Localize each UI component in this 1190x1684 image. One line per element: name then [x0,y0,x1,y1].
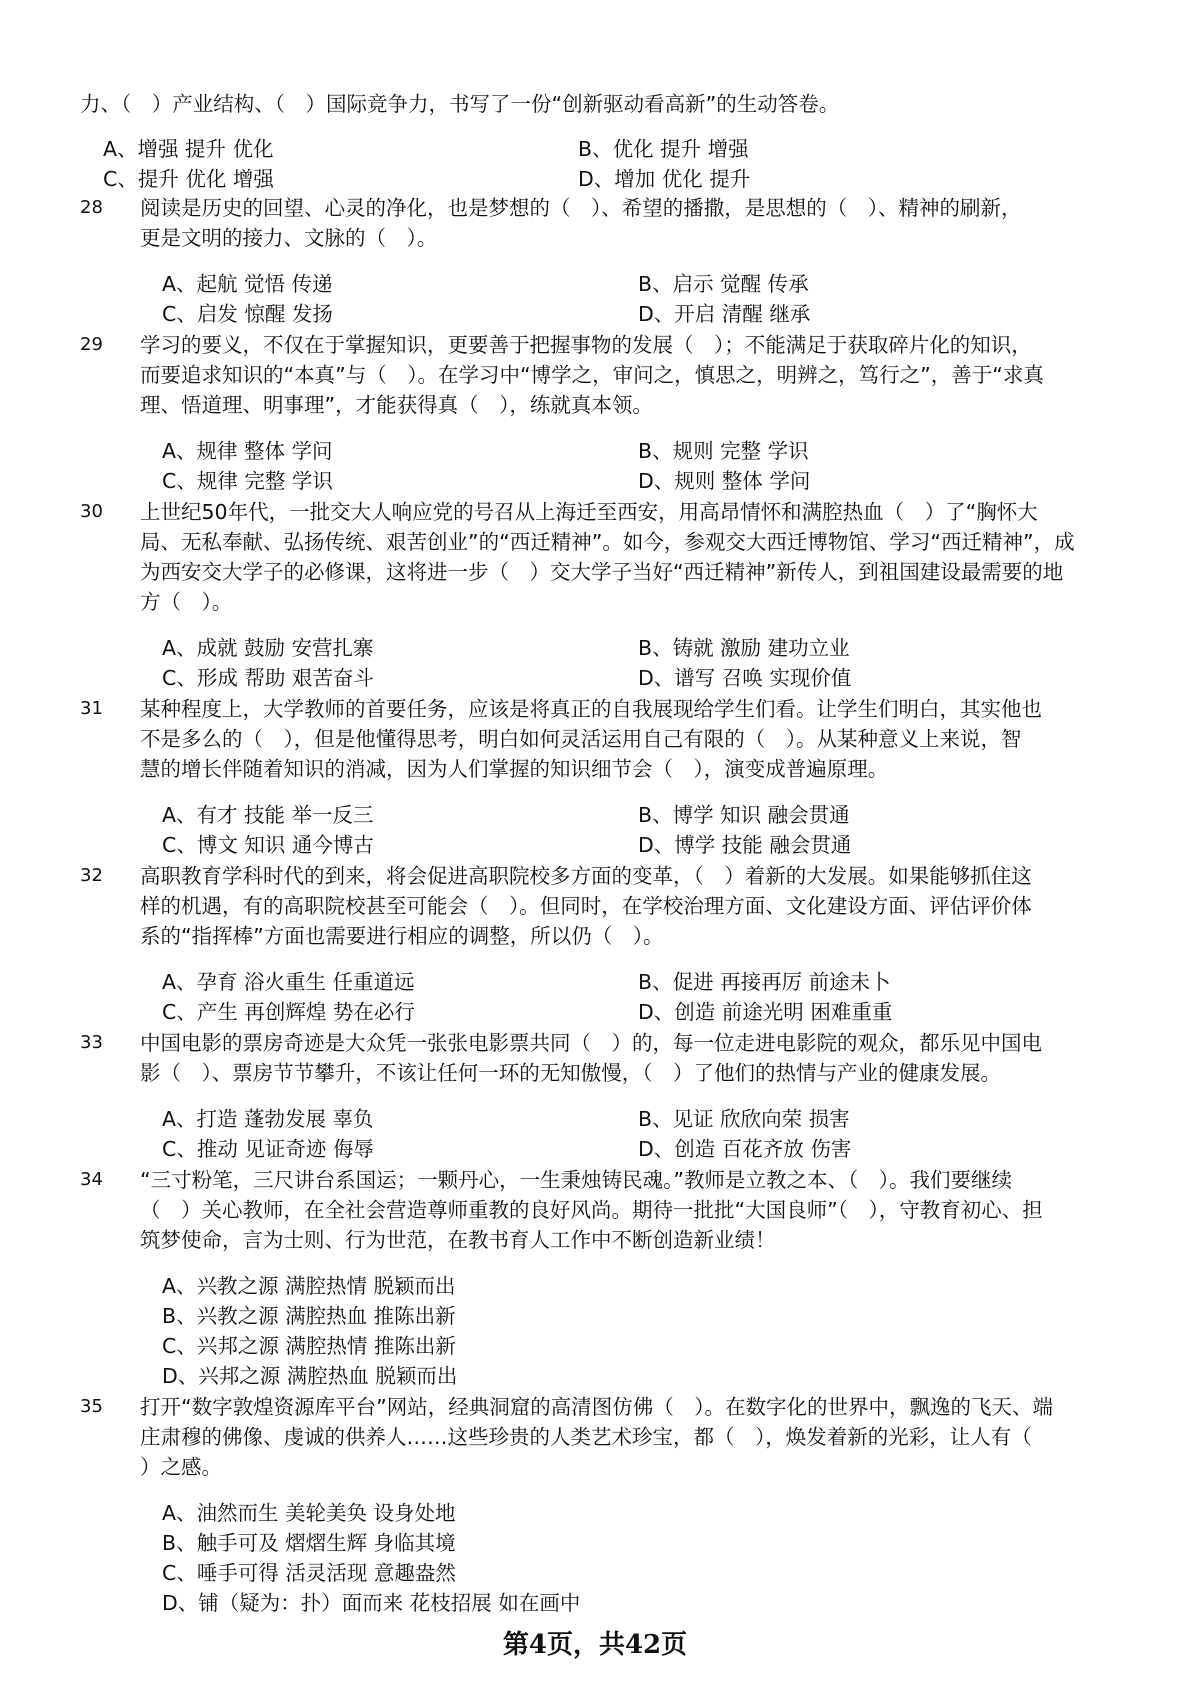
question-stem-line: 庄肃穆的佛像、虔诚的供养人……这些珍贵的人类艺术珍宝，都（ ），焕发着新的光彩，让人有（ [140,1425,1032,1449]
option-b: B、铸就 激励 建功立业 [638,636,850,660]
option-a: A、规律 整体 学问 [162,439,333,463]
question-stem-line: 学习的要义，不仅在于掌握知识，更要善于把握事物的发展（ ）；不能满足于获取碎片化的知识， [140,333,1032,357]
option-a: A、起航 觉悟 传递 [162,272,333,296]
option-b: B、见证 欣欣向荣 损害 [638,1107,850,1131]
question-number: 30 [80,501,103,522]
question-stem-line: 影（ ）、票房节节攀升，不该让任何一环的无知傲慢，（ ）了他们的热情与产业的健康发展。 [140,1061,1001,1085]
question-stem-line: 中国电影的票房奇迹是大众凭一张张电影票共同（ ）的，每一位走进电影院的观众，都乐见中国电 [140,1031,1042,1055]
question-stem-line: 更是文明的接力、文脉的（ ）。 [140,226,438,250]
question-stem-line: 理、悟道理、明事理”，才能获得真（ ），练就真本领。 [140,393,653,417]
option-c: C、唾手可得 活灵活现 意趣盎然 [162,1561,456,1585]
option-d: D、博学 技能 融会贯通 [638,833,852,857]
option-d: D、兴邦之源 满腔热血 脱颖而出 [162,1364,458,1388]
option-d: D、规则 整体 学问 [638,469,811,493]
question-stem-line: 筑梦使命，言为士则、行为世范，在教书育人工作中不断创造新业绩！ [140,1228,776,1252]
question-stem-line: 局、无私奉献、弘扬传统、艰苦创业”的“西迁精神”。如今，参观交大西迁博物馆、学习“西迁精神”，成 [140,530,1075,554]
page-footer: 第4页，共42页 [502,1630,688,1660]
option-a: A、有才 技能 举一反三 [162,803,374,827]
option-c: C、博文 知识 通今博古 [162,833,374,857]
question-stem-line: 高职教育学科时代的到来，将会促进高职院校多方面的变革，（ ）着新的大发展。如果能够抓住这 [140,864,1032,888]
question-stem-line: 力、（ ）产业结构、（ ）国际竞争力，书写了一份“创新驱动看高新”的生动答卷。 [80,92,840,116]
option-a: A、成就 鼓励 安营扎寨 [162,636,374,660]
question-stem-line: “三寸粉笔，三尺讲台系国运；一颗丹心，一生秉烛铸民魂。”教师是立教之本、（ ）。我们要继续 [140,1168,1012,1192]
option-b: B、促进 再接再厉 前途未卜 [638,970,891,994]
option-b: B、博学 知识 融会贯通 [638,803,850,827]
question-stem-line: 阅读是历史的回望、心灵的净化，也是梦想的（ ）、希望的播撒，是思想的（ ）、精神的刷新， [140,196,1022,220]
question-stem-line: 为西安交大学子的必修课，这将进一步（ ）交大学子当好“西迁精神”新传人，到祖国建设最需要的地 [140,560,1064,584]
option-b: B、启示 觉醒 传承 [638,272,809,296]
question-stem-line: 某种程度上，大学教师的首要任务，应该是将真正的自我展现给学生们看。让学生们明白，其实他也 [140,697,1042,721]
question-stem-line: 打开“数字敦煌资源库平台”网站，经典洞窟的高清图仿佛（ ）。在数字化的世界中，飘逸的飞天、端 [140,1395,1053,1419]
option-a: A、孕育 浴火重生 任重道远 [162,970,415,994]
option-a: A、增强 提升 优化 [103,137,274,161]
option-c: C、规律 完整 学识 [162,469,333,493]
question-number: 32 [80,865,103,886]
question-stem-line: （ ）关心教师，在全社会营造尊师重教的良好风尚。期待一批批“大国良师”（ ），守教育初心、担 [140,1198,1043,1222]
question-number: 31 [80,698,103,719]
option-c: C、推动 见证奇迹 侮辱 [162,1137,374,1161]
question-stem-line: 上世纪50年代，一批交大人响应党的号召从上海迁至西安，用高昂情怀和满腔热血（ ）了“胸怀大 [140,500,1038,524]
option-a: A、兴教之源 满腔热情 脱颖而出 [162,1274,456,1298]
option-a: A、油然而生 美轮美奂 设身处地 [162,1501,456,1525]
question-number: 29 [80,334,103,355]
option-b: B、触手可及 熠熠生辉 身临其境 [162,1531,456,1555]
option-a: A、打造 蓬勃发展 辜负 [162,1107,374,1131]
question-number: 34 [80,1169,103,1190]
question-stem-line: 不是多么的（ ），但是他懂得思考，明白如何灵活运用自己有限的（ ）。从某种意义上来说，智 [140,727,1022,751]
option-d: D、开启 清醒 继承 [638,302,811,326]
question-stem-line: 方（ ）。 [140,590,233,614]
option-b: B、兴教之源 满腔热血 推陈出新 [162,1304,456,1328]
question-number: 28 [80,197,103,218]
question-stem-line: ）之感。 [140,1455,222,1479]
option-d: D、铺（疑为：扑）面而来 花枝招展 如在画中 [162,1591,581,1615]
option-b: B、规则 完整 学识 [638,439,809,463]
option-d: D、谱写 召唤 实现价值 [638,666,852,690]
option-d: D、增加 优化 提升 [578,167,751,191]
question-stem-line: 而要追求知识的“本真”与（ ）。在学习中“博学之，审问之，慎思之，明辨之，笃行之”，善于“求真 [140,363,1044,387]
question-stem-line: 样的机遇，有的高职院校甚至可能会（ ）。但同时，在学校治理方面、文化建设方面、评估评价体 [140,894,1032,918]
option-d: D、创造 百花齐放 伤害 [638,1137,852,1161]
question-number: 33 [80,1032,103,1053]
option-b: B、优化 提升 增强 [578,137,749,161]
option-c: C、提升 优化 增强 [103,167,274,191]
question-stem-line: 慧的增长伴随着知识的消减，因为人们掌握的知识细节会（ ），演变成普遍原理。 [140,757,889,781]
option-c: C、兴邦之源 满腔热情 推陈出新 [162,1334,456,1358]
question-number: 35 [80,1396,103,1417]
option-d: D、创造 前途光明 困难重重 [638,1000,893,1024]
option-c: C、启发 惊醒 发扬 [162,302,333,326]
question-stem-line: 系的“指挥棒”方面也需要进行相应的调整，所以仍（ ）。 [140,924,664,948]
option-c: C、形成 帮助 艰苦奋斗 [162,666,374,690]
option-c: C、产生 再创辉煌 势在必行 [162,1000,415,1024]
